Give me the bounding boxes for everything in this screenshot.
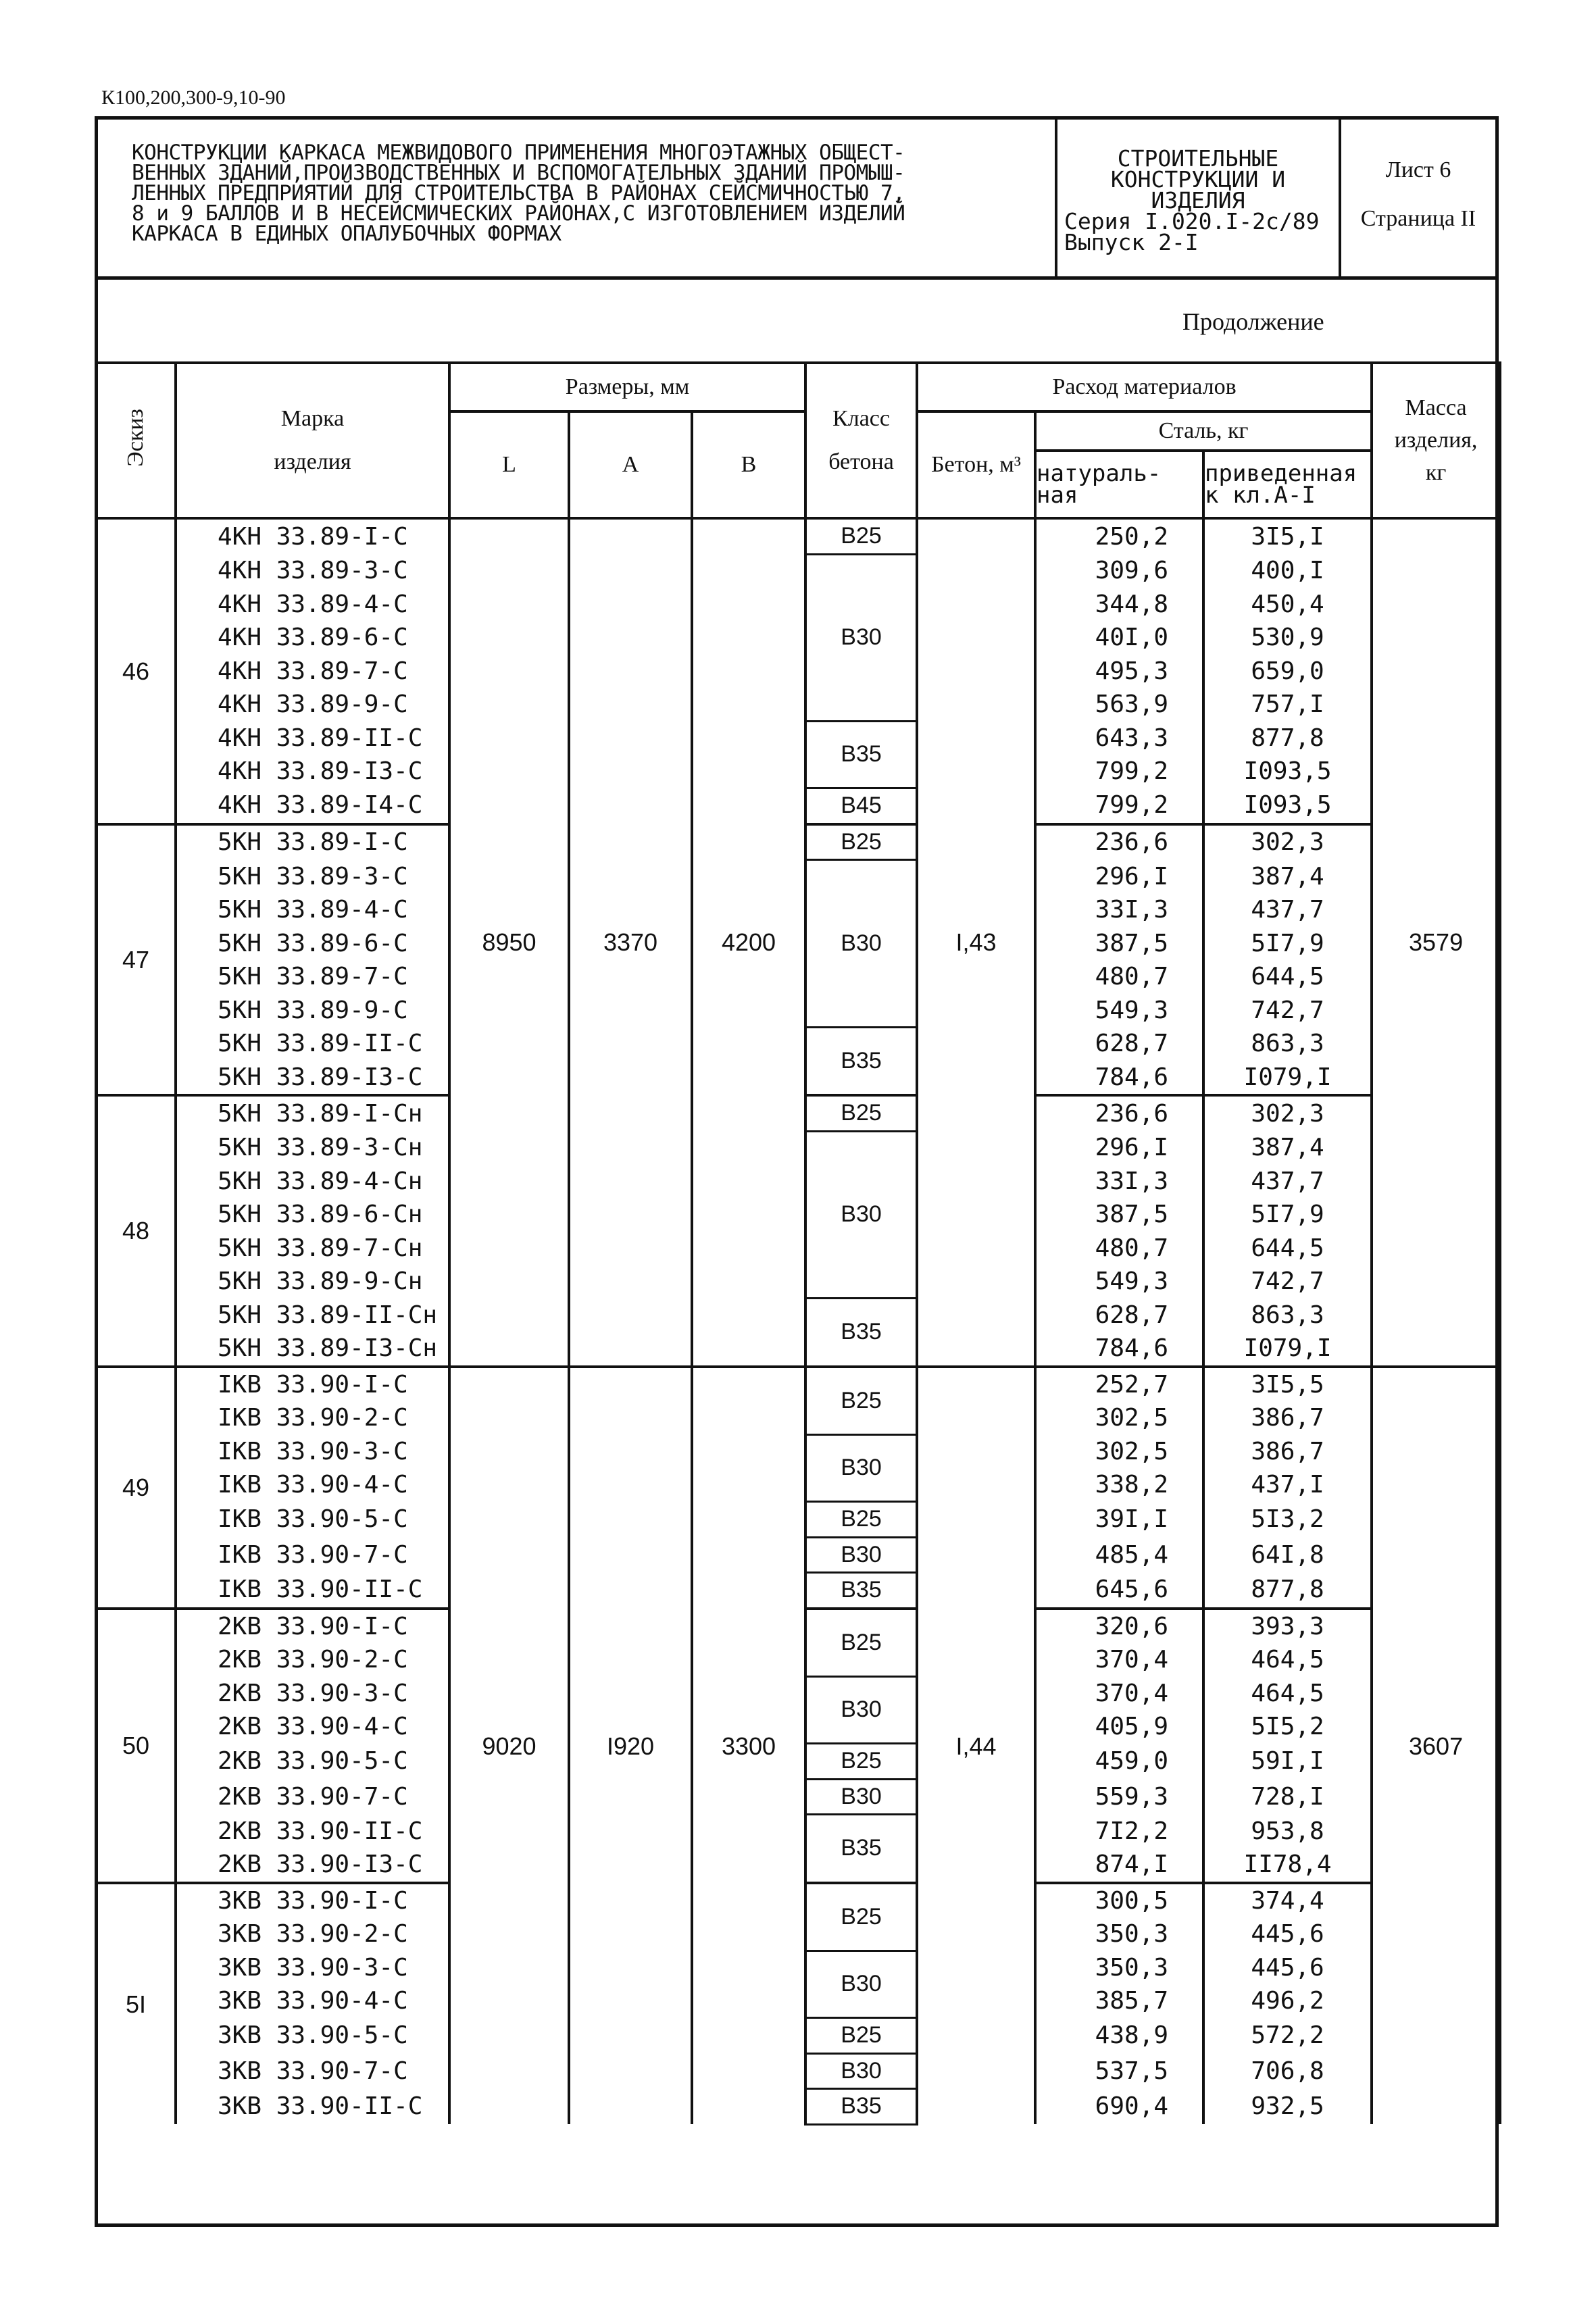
- size-A: 3370: [569, 518, 692, 1367]
- table-row: [96, 518, 1500, 554]
- steel-reduced: 5I5,2: [1203, 1710, 1372, 1744]
- steel-natural: 344,8: [1035, 588, 1203, 622]
- product-mark: 5КН 33.89-II-С: [176, 1027, 449, 1061]
- concrete-class: В30: [805, 2053, 917, 2089]
- product-mark: 3КВ 33.90-2-С: [176, 1917, 449, 1951]
- sketch-number: 5I: [96, 1883, 176, 2125]
- size-L: 9020: [449, 1367, 569, 2125]
- product-mark: IКВ 33.90-4-С: [176, 1468, 449, 1502]
- steel-reduced: 437,I: [1203, 1468, 1372, 1502]
- product-mark: 3КВ 33.90-II-С: [176, 2089, 449, 2125]
- product-mark: 2КВ 33.90-2-С: [176, 1643, 449, 1677]
- steel-reduced: 464,5: [1203, 1643, 1372, 1677]
- product-mark: 2КВ 33.90-4-С: [176, 1710, 449, 1744]
- product-mark: 5КН 33.89-I-Сн: [176, 1095, 449, 1131]
- product-mark: 5КН 33.89-I3-Сн: [176, 1332, 449, 1367]
- product-mark: 5КН 33.89-II-Сн: [176, 1299, 449, 1332]
- steel-natural: 350,3: [1035, 1917, 1203, 1951]
- product-mark: 3КВ 33.90-I-С: [176, 1883, 449, 1918]
- steel-reduced: 530,9: [1203, 621, 1372, 655]
- size-A: I920: [569, 1367, 692, 2125]
- steel-natural: 296,I: [1035, 860, 1203, 894]
- col-mark-header: Марка изделия: [176, 363, 449, 518]
- table-header: [96, 363, 1500, 518]
- sheet-number: Лист 6: [1385, 157, 1451, 182]
- col-reduced-header: приведенная к кл.А-I: [1203, 451, 1372, 518]
- product-mark: 4КН 33.89-I-С: [176, 518, 449, 554]
- product-mark: 2КВ 33.90-II-С: [176, 1815, 449, 1848]
- steel-natural: 645,6: [1035, 1573, 1203, 1609]
- steel-natural: 350,3: [1035, 1951, 1203, 1985]
- steel-natural: 459,0: [1035, 1744, 1203, 1780]
- steel-natural: 559,3: [1035, 1779, 1203, 1815]
- col-sketch-header: Эскиз: [96, 363, 176, 518]
- table-row: [96, 1367, 1500, 1402]
- steel-reduced: 393,3: [1203, 1609, 1372, 1644]
- steel-reduced: 387,4: [1203, 1131, 1372, 1165]
- series-line: СТРОИТЕЛЬНЫЕ: [1117, 145, 1279, 172]
- steel-natural: 236,6: [1035, 1095, 1203, 1131]
- steel-natural: 485,4: [1035, 1537, 1203, 1573]
- col-steel-header: Сталь, кг: [1035, 411, 1372, 451]
- product-mark: 5КН 33.89-4-Сн: [176, 1165, 449, 1199]
- concrete-class: В35: [805, 1299, 917, 1367]
- product-mark: 5КН 33.89-9-С: [176, 994, 449, 1028]
- col-natural-header: натураль-ная: [1035, 451, 1203, 518]
- product-mark: 4КН 33.89-4-С: [176, 588, 449, 622]
- steel-reduced: 445,6: [1203, 1951, 1372, 1985]
- steel-reduced: 877,8: [1203, 1573, 1372, 1609]
- product-mark: 4КН 33.89-I3-С: [176, 755, 449, 788]
- col-class-header: Класс бетона: [805, 363, 917, 518]
- concrete-class: В25: [805, 1367, 917, 1435]
- product-mark: 3КВ 33.90-5-С: [176, 2018, 449, 2054]
- concrete-class: В30: [805, 1435, 917, 1502]
- steel-natural: 405,9: [1035, 1710, 1203, 1744]
- steel-reduced: 445,6: [1203, 1917, 1372, 1951]
- concrete-class: В35: [805, 1573, 917, 1609]
- sketch-number: 49: [96, 1367, 176, 1609]
- steel-natural: 784,6: [1035, 1061, 1203, 1096]
- steel-natural: 799,2: [1035, 755, 1203, 788]
- steel-natural: 563,9: [1035, 688, 1203, 722]
- concrete-class: В25: [805, 1883, 917, 1951]
- size-B: 3300: [692, 1367, 805, 2125]
- concrete-class: В35: [805, 1027, 917, 1095]
- concrete-class: В25: [805, 2018, 917, 2054]
- steel-natural: 628,7: [1035, 1299, 1203, 1332]
- steel-natural: 338,2: [1035, 1468, 1203, 1502]
- steel-reduced: I093,5: [1203, 755, 1372, 788]
- product-mark: 2КВ 33.90-5-С: [176, 1744, 449, 1780]
- sketch-number: 48: [96, 1095, 176, 1367]
- product-mark: 4КН 33.89-7-С: [176, 655, 449, 688]
- product-mark: 2КВ 33.90-7-С: [176, 1779, 449, 1815]
- steel-natural: 309,6: [1035, 554, 1203, 588]
- steel-reduced: 5I7,9: [1203, 1198, 1372, 1232]
- steel-natural: 300,5: [1035, 1883, 1203, 1918]
- col-A-header: A: [569, 411, 692, 518]
- product-mark: 2КВ 33.90-I-С: [176, 1609, 449, 1644]
- steel-reduced: 706,8: [1203, 2053, 1372, 2089]
- product-mark: IКВ 33.90-II-С: [176, 1573, 449, 1609]
- product-mark: 5КН 33.89-I3-С: [176, 1061, 449, 1096]
- document-title: КОНСТРУКЦИИ КАРКАСА МЕЖВИДОВОГО ПРИМЕНЕНИЯ МНОГОЭТАЖНЫХ ОБЩЕСТ- ВЕННЫХ ЗДАНИЙ,ПРОИЗВОДСТВЕННЫХ И ВСПОМОГАТЕЛЬНЫХ ЗДАНИЙ ПРОМЫШ- ЛЕННЫХ ПРЕДПРИЯТИЙ ДЛЯ СТРОИТЕЛЬСТВА В РАЙОНАХ СЕЙСМИЧНОСТЬЮ 7, 8 и 9 БАЛЛОВ И В НЕСЕЙСМИЧЕСКИХ РАЙОНАХ,С ИЗГОТОВЛЕНИЕМ ИЗДЕЛИЙ КАРКАСА В ЕДИНЫХ ОПАЛУБОЧНЫХ ФОРМАХ: [98, 120, 1057, 276]
- product-mark: 5КН 33.89-I-С: [176, 824, 449, 860]
- steel-reduced: 3I5,I: [1203, 518, 1372, 554]
- steel-natural: 480,7: [1035, 1232, 1203, 1265]
- product-mark: 3КВ 33.90-3-С: [176, 1951, 449, 1985]
- product-mark: 5КН 33.89-3-Сн: [176, 1131, 449, 1165]
- steel-reduced: 644,5: [1203, 960, 1372, 994]
- steel-natural: 387,5: [1035, 1198, 1203, 1232]
- concrete-volume: I,44: [917, 1367, 1035, 2125]
- steel-natural: 537,5: [1035, 2053, 1203, 2089]
- series-line: КОНСТРУКЦИИ И: [1110, 166, 1286, 193]
- steel-natural: 370,4: [1035, 1643, 1203, 1677]
- steel-reduced: 496,2: [1203, 1984, 1372, 2018]
- product-mark: IКВ 33.90-3-С: [176, 1435, 449, 1469]
- product-mass: 3607: [1372, 1367, 1500, 2125]
- sketch-number: 46: [96, 518, 176, 824]
- concrete-class: В25: [805, 1095, 917, 1131]
- steel-natural: 320,6: [1035, 1609, 1203, 1644]
- steel-reduced: 863,3: [1203, 1027, 1372, 1061]
- concrete-class: В30: [805, 860, 917, 1028]
- concrete-class: В25: [805, 518, 917, 554]
- product-mark: 2КВ 33.90-3-С: [176, 1677, 449, 1711]
- concrete-volume: I,43: [917, 518, 1035, 1367]
- series-line: ИЗДЕЛИЯ: [1151, 187, 1245, 213]
- col-L-header: L: [449, 411, 569, 518]
- steel-reduced: 953,8: [1203, 1815, 1372, 1848]
- steel-natural: 39I,I: [1035, 1502, 1203, 1538]
- concrete-class: В25: [805, 824, 917, 860]
- steel-reduced: 757,I: [1203, 688, 1372, 722]
- steel-reduced: 386,7: [1203, 1401, 1372, 1435]
- concrete-class: В35: [805, 1815, 917, 1883]
- steel-natural: 33I,3: [1035, 893, 1203, 927]
- steel-natural: 643,3: [1035, 722, 1203, 755]
- issue-number: Выпуск 2-I: [1064, 229, 1199, 255]
- product-mark: 4КН 33.89-3-С: [176, 554, 449, 588]
- product-mark: IКВ 33.90-7-С: [176, 1537, 449, 1573]
- col-B-header: B: [692, 411, 805, 518]
- table-body: [96, 518, 1500, 2124]
- sketch-number: 47: [96, 824, 176, 1096]
- continuation-label: Продолжение: [1182, 308, 1324, 335]
- concrete-class: В25: [805, 1609, 917, 1677]
- product-mark: 5КН 33.89-6-С: [176, 927, 449, 961]
- col-sizes-header: Размеры, мм: [449, 363, 805, 411]
- product-mark: 4КН 33.89-II-С: [176, 722, 449, 755]
- product-mark: 4КН 33.89-9-С: [176, 688, 449, 722]
- steel-reduced: 59I,I: [1203, 1744, 1372, 1780]
- steel-reduced: 302,3: [1203, 1095, 1372, 1131]
- product-mass: 3579: [1372, 518, 1500, 1367]
- steel-reduced: I079,I: [1203, 1332, 1372, 1367]
- steel-natural: 302,5: [1035, 1435, 1203, 1469]
- product-mark: 5КН 33.89-7-С: [176, 960, 449, 994]
- steel-reduced: 464,5: [1203, 1677, 1372, 1711]
- steel-reduced: 932,5: [1203, 2089, 1372, 2125]
- steel-reduced: 64I,8: [1203, 1537, 1372, 1573]
- steel-natural: 480,7: [1035, 960, 1203, 994]
- steel-reduced: 659,0: [1203, 655, 1372, 688]
- steel-reduced: 5I3,2: [1203, 1502, 1372, 1538]
- steel-reduced: 644,5: [1203, 1232, 1372, 1265]
- steel-reduced: 572,2: [1203, 2018, 1372, 2054]
- concrete-class: В30: [805, 1951, 917, 2018]
- concrete-class: В30: [805, 554, 917, 722]
- sketch-number: 50: [96, 1609, 176, 1883]
- steel-reduced: 400,I: [1203, 554, 1372, 588]
- steel-reduced: 863,3: [1203, 1299, 1372, 1332]
- steel-natural: 7I2,2: [1035, 1815, 1203, 1848]
- steel-natural: 690,4: [1035, 2089, 1203, 2125]
- steel-natural: 250,2: [1035, 518, 1203, 554]
- steel-natural: 799,2: [1035, 788, 1203, 824]
- steel-reduced: 3I5,5: [1203, 1367, 1372, 1402]
- steel-natural: 236,6: [1035, 824, 1203, 860]
- steel-natural: 385,7: [1035, 1984, 1203, 2018]
- steel-natural: 387,5: [1035, 927, 1203, 961]
- col-concrete-header: Бетон, м³: [917, 411, 1035, 518]
- concrete-class: В30: [805, 1779, 917, 1815]
- product-mark: 3КВ 33.90-4-С: [176, 1984, 449, 2018]
- steel-natural: 549,3: [1035, 994, 1203, 1028]
- steel-natural: 40I,0: [1035, 621, 1203, 655]
- steel-natural: 549,3: [1035, 1265, 1203, 1299]
- product-mark: 3КВ 33.90-7-С: [176, 2053, 449, 2089]
- steel-reduced: 302,3: [1203, 824, 1372, 860]
- product-mark: 2КВ 33.90-I3-С: [176, 1848, 449, 1883]
- page-number: Страница II: [1360, 206, 1476, 231]
- steel-natural: 296,I: [1035, 1131, 1203, 1165]
- product-mark: 4КН 33.89-6-С: [176, 621, 449, 655]
- size-B: 4200: [692, 518, 805, 1367]
- product-mark: 5КН 33.89-6-Сн: [176, 1198, 449, 1232]
- product-mark: IКВ 33.90-I-С: [176, 1367, 449, 1402]
- product-mark: 5КН 33.89-7-Сн: [176, 1232, 449, 1265]
- steel-natural: 495,3: [1035, 655, 1203, 688]
- steel-reduced: I093,5: [1203, 788, 1372, 824]
- steel-reduced: 374,4: [1203, 1883, 1372, 1918]
- product-mark: 5КН 33.89-4-С: [176, 893, 449, 927]
- product-mark: 4КН 33.89-I4-С: [176, 788, 449, 824]
- steel-reduced: 386,7: [1203, 1435, 1372, 1469]
- steel-reduced: 5I7,9: [1203, 927, 1372, 961]
- product-mark: IКВ 33.90-2-С: [176, 1401, 449, 1435]
- steel-natural: 784,6: [1035, 1332, 1203, 1367]
- product-mark: 5КН 33.89-3-С: [176, 860, 449, 894]
- concrete-class: В45: [805, 788, 917, 824]
- specification-table: [95, 361, 1501, 2126]
- steel-reduced: 742,7: [1203, 994, 1372, 1028]
- concrete-class: В30: [805, 1131, 917, 1299]
- steel-reduced: 437,7: [1203, 893, 1372, 927]
- steel-natural: 370,4: [1035, 1677, 1203, 1711]
- steel-reduced: 450,4: [1203, 588, 1372, 622]
- series-block: [1057, 120, 1341, 276]
- document-code: К100,200,300-9,10-90: [101, 86, 286, 109]
- product-mark: 5КН 33.89-9-Сн: [176, 1265, 449, 1299]
- steel-natural: 252,7: [1035, 1367, 1203, 1402]
- steel-reduced: 742,7: [1203, 1265, 1372, 1299]
- steel-natural: 438,9: [1035, 2018, 1203, 2054]
- concrete-class: В30: [805, 1677, 917, 1744]
- steel-natural: 33I,3: [1035, 1165, 1203, 1199]
- size-L: 8950: [449, 518, 569, 1367]
- steel-reduced: 877,8: [1203, 722, 1372, 755]
- title-block: [95, 116, 1499, 280]
- product-mark: IКВ 33.90-5-С: [176, 1502, 449, 1538]
- col-materials-header: Расход материалов: [917, 363, 1372, 411]
- steel-natural: 874,I: [1035, 1848, 1203, 1883]
- steel-reduced: 387,4: [1203, 860, 1372, 894]
- steel-reduced: 437,7: [1203, 1165, 1372, 1199]
- steel-reduced: I079,I: [1203, 1061, 1372, 1096]
- steel-natural: 302,5: [1035, 1401, 1203, 1435]
- concrete-class: В35: [805, 722, 917, 788]
- steel-natural: 628,7: [1035, 1027, 1203, 1061]
- series-number: Серия I.020.I-2с/89: [1064, 208, 1320, 234]
- concrete-class: В25: [805, 1502, 917, 1538]
- steel-reduced: II78,4: [1203, 1848, 1372, 1883]
- concrete-class: В30: [805, 1537, 917, 1573]
- concrete-class: В35: [805, 2089, 917, 2125]
- sheet-block: [1341, 120, 1495, 276]
- steel-reduced: 728,I: [1203, 1779, 1372, 1815]
- col-mass-header: Масса изделия, кг: [1372, 363, 1500, 518]
- concrete-class: В25: [805, 1744, 917, 1780]
